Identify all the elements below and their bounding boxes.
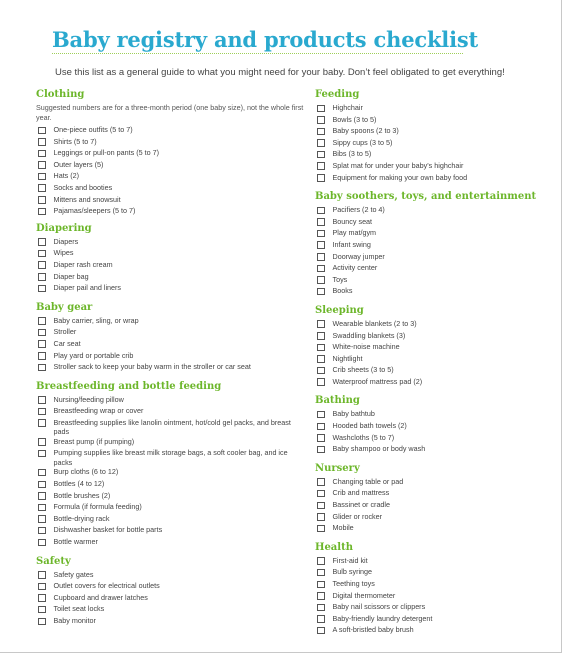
checklist-item: [315, 625, 555, 637]
checklist-item: [315, 523, 555, 535]
checklist-item-label: Formula (if formula feeding): [53, 502, 142, 512]
checklist-item-label: Pumping supplies like breast milk storage bags, a soft cooler bag, and ice packs: [53, 448, 288, 467]
checkbox[interactable]: [317, 513, 325, 521]
checklist-item: [36, 514, 304, 526]
checklist-item: [315, 444, 555, 456]
checklist: [315, 319, 555, 389]
checklist-item-label: Dishwasher basket for bottle parts: [53, 525, 163, 535]
checklist-item: [36, 125, 304, 137]
checklist-item: [315, 115, 555, 127]
checklist-item: [315, 228, 555, 240]
checklist: [36, 237, 304, 295]
checklist-item: [315, 409, 555, 421]
checklist-item: [315, 500, 555, 512]
checklist-item-label: Outer layers (5): [53, 159, 104, 169]
checkbox[interactable]: [38, 352, 46, 360]
checklist-item: [315, 217, 555, 229]
checkbox[interactable]: [317, 218, 325, 226]
checkbox[interactable]: [317, 276, 325, 284]
section-baby-soothers-toys-and-entertainment: [315, 190, 555, 298]
checklist-item: [36, 237, 304, 249]
checkbox[interactable]: [38, 571, 46, 579]
checkbox[interactable]: [317, 241, 325, 249]
checklist-item: [36, 448, 304, 467]
checkbox[interactable]: [317, 411, 325, 419]
checklist-item: [36, 316, 304, 328]
checklist-item: [36, 183, 304, 195]
checklist-item-label: White-noise machine: [332, 342, 400, 352]
left-column: [36, 88, 304, 634]
checklist-item: [36, 362, 304, 374]
checklist-item-label: Baby bathtub: [332, 409, 375, 419]
checklist-item: [315, 579, 555, 591]
checklist-item: [36, 160, 304, 172]
checklist-item-label: Play mat/gym: [332, 228, 377, 238]
checklist-item-label: Outlet covers for electrical outlets: [53, 581, 160, 591]
section-health: [315, 541, 555, 637]
checklist-item-label: Safety gates: [53, 569, 94, 579]
checklist-item: [36, 491, 304, 503]
section-safety: [36, 555, 304, 628]
checkbox[interactable]: [317, 569, 325, 577]
checkbox[interactable]: [317, 207, 325, 215]
right-column: [315, 88, 555, 643]
section-heading: Feeding: [315, 89, 360, 100]
checkbox[interactable]: [38, 492, 46, 500]
checklist-item: [315, 173, 555, 185]
checklist-item-label: Activity center: [332, 263, 378, 273]
checkbox[interactable]: [317, 525, 325, 533]
checklist-item: [315, 556, 555, 568]
checklist-item: [315, 433, 555, 445]
checkbox[interactable]: [38, 419, 46, 427]
checkbox[interactable]: [317, 151, 325, 159]
checklist-item-label: Bottle-drying rack: [53, 513, 110, 523]
checklist-item: [36, 604, 304, 616]
checklist-item-label: Baby monitor: [53, 616, 96, 625]
checklist-item: [315, 354, 555, 366]
section-nursery: [315, 462, 555, 535]
checklist-item-label: Wipes: [53, 248, 74, 258]
checklist-item: [315, 275, 555, 287]
checklist-item-label: Stroller sack to keep your baby warm in the stroller or car seat: [53, 362, 251, 372]
section-heading: Clothing: [36, 89, 85, 100]
checklist-item-label: Equipment for making your own baby food: [332, 172, 468, 182]
section-bathing: [315, 394, 555, 455]
checklist-item-label: Breast pump (if pumping): [53, 436, 135, 446]
checklist-item: [315, 602, 555, 614]
checklist-item-label: Diaper rash cream: [53, 259, 113, 269]
section-heading: Baby soothers, toys, and entertainment: [315, 191, 537, 203]
checkbox[interactable]: [38, 340, 46, 348]
checklist-item: [315, 205, 555, 217]
checklist-item-label: Books: [332, 286, 353, 296]
checklist-item: [36, 171, 304, 183]
checkbox[interactable]: [38, 273, 46, 281]
checkbox[interactable]: [317, 253, 325, 261]
checklist-item-label: Cupboard and drawer latches: [53, 592, 148, 602]
checkbox[interactable]: [317, 320, 325, 328]
checklist-item-label: Pacifiers (2 to 4): [332, 205, 385, 215]
checkbox[interactable]: [317, 604, 325, 612]
checklist-item-label: Nursing/feeding pillow: [53, 394, 124, 404]
checklist-item: [315, 377, 555, 389]
section-feeding: [315, 88, 555, 184]
checkbox[interactable]: [38, 208, 46, 216]
checkbox[interactable]: [38, 161, 46, 169]
checklist-item-label: Changing table or pad: [332, 476, 404, 486]
section-sleeping: [315, 304, 555, 389]
checklist: [36, 316, 304, 374]
checkbox[interactable]: [38, 250, 46, 258]
checklist-item: [315, 567, 555, 579]
checklist-item: [36, 418, 304, 437]
checklist-item: [36, 327, 304, 339]
checklist-item-label: Bassinet or cradle: [332, 500, 391, 510]
checklist-item: [36, 137, 304, 149]
checklist: [315, 103, 555, 184]
checklist-item-label: Teething toys: [332, 579, 375, 588]
checkbox[interactable]: [317, 478, 325, 486]
checklist-item: [315, 263, 555, 275]
checkbox[interactable]: [38, 469, 46, 477]
checkbox[interactable]: [317, 378, 325, 386]
checkbox[interactable]: [317, 162, 325, 170]
checklist-item: [315, 286, 555, 298]
checklist-item: [315, 126, 555, 138]
checklist-item: [36, 148, 304, 160]
checklist-item: [315, 103, 555, 115]
checkbox[interactable]: [38, 329, 46, 337]
checklist-item: [36, 581, 304, 593]
checkbox[interactable]: [38, 173, 46, 181]
checklist-item-label: Waterproof mattress pad (2): [332, 376, 423, 386]
checkbox[interactable]: [317, 502, 325, 510]
checklist-item-label: Crib sheets (3 to 5): [332, 365, 394, 375]
checklist: [315, 477, 555, 535]
checkbox[interactable]: [317, 490, 325, 498]
checklist: [315, 556, 555, 637]
checklist-item: [36, 339, 304, 351]
checklist-item: [36, 248, 304, 260]
checklist-item: [315, 331, 555, 343]
checklist-item-label: Diapers: [53, 236, 79, 246]
checkbox[interactable]: [38, 127, 46, 135]
checkbox[interactable]: [317, 344, 325, 352]
checklist-item-label: Bibs (3 to 5): [332, 149, 372, 159]
checklist-item: [315, 240, 555, 252]
checklist-item: [36, 616, 304, 628]
checklist-item-label: Breastfeeding supplies like lanolin ointment, hot/cold gel packs, and breast pads: [53, 417, 291, 437]
checklist-item-label: One-piece outfits (5 to 7): [53, 125, 133, 134]
checklist-item: [315, 149, 555, 161]
checkbox[interactable]: [38, 606, 46, 614]
checkbox[interactable]: [317, 592, 325, 600]
checklist-item-label: Bottle warmer: [53, 537, 98, 547]
checklist-item-label: Highchair: [332, 103, 363, 112]
checkbox[interactable]: [38, 150, 46, 158]
checklist-item-label: Shirts (5 to 7): [53, 136, 97, 146]
section-heading: Diapering: [36, 222, 92, 234]
checklist-item-label: Infant swing: [332, 239, 371, 249]
title-divider: [52, 53, 463, 54]
checkbox[interactable]: [317, 230, 325, 238]
checklist-item-label: Baby carrier, sling, or wrap: [53, 315, 139, 325]
checklist-item: [315, 488, 555, 500]
section-note: Suggested numbers are for a three-month period (one baby size), not the whole first year.: [36, 103, 304, 122]
checklist-item: [315, 421, 555, 433]
checklist: [36, 395, 304, 549]
section-heading: Baby gear: [36, 301, 93, 313]
checklist-item-label: Baby shampoo or body wash: [332, 444, 426, 454]
checklist-item: [36, 437, 304, 449]
checkbox[interactable]: [38, 594, 46, 602]
checklist-item: [36, 593, 304, 605]
checkbox[interactable]: [317, 355, 325, 363]
intro-text: Use this list as a general guide to what you might need for your baby. Don’t feel obligated to get everything!: [55, 67, 505, 78]
checklist-item-label: Pajamas/sleepers (5 to 7): [53, 206, 136, 216]
checklist-item-label: Mobile: [332, 523, 354, 533]
section-heading: Breastfeeding and bottle feeding: [36, 380, 222, 392]
checkbox[interactable]: [317, 446, 325, 454]
checklist-item: [36, 351, 304, 363]
checklist-item-label: Burp cloths (6 to 12): [53, 467, 119, 477]
checklist-item-label: Baby nail scissors or clippers: [332, 602, 426, 612]
checkbox[interactable]: [317, 174, 325, 182]
checklist: [315, 409, 555, 455]
checklist-item-label: First-aid kit: [332, 555, 368, 565]
checkbox[interactable]: [38, 618, 46, 626]
checkbox[interactable]: [38, 138, 46, 146]
checklist-item-label: Stroller: [53, 327, 77, 337]
checklist-item-label: Wearable blankets (2 to 3): [332, 318, 417, 328]
checkbox[interactable]: [317, 434, 325, 442]
checklist-item: [315, 161, 555, 173]
checklist-item: [315, 512, 555, 524]
checklist-item-label: Baby spoons (2 to 3): [332, 126, 399, 136]
checklist-item-label: Baby-friendly laundry detergent: [332, 613, 433, 623]
checklist-item-label: Sippy cups (3 to 5): [332, 137, 393, 147]
checkbox[interactable]: [38, 285, 46, 293]
checkbox[interactable]: [38, 396, 46, 404]
checklist-item-label: Hats (2): [53, 171, 80, 181]
checklist-item-label: Leggings or pull-on pants (5 to 7): [53, 148, 159, 158]
checklist-item: [36, 525, 304, 537]
checkbox[interactable]: [38, 450, 46, 458]
checkbox[interactable]: [38, 364, 46, 372]
checklist-item-label: Bowls (3 to 5): [332, 114, 377, 124]
checkbox[interactable]: [38, 184, 46, 192]
checkbox[interactable]: [317, 105, 325, 113]
checklist-item: [36, 479, 304, 491]
checklist-item: [36, 272, 304, 284]
checklist-item-label: Bouncy seat: [332, 216, 373, 226]
checkbox[interactable]: [317, 139, 325, 147]
checklist-item-label: Hooded bath towels (2): [332, 421, 407, 431]
checklist-item-label: Bulb syringe: [332, 567, 373, 577]
checklist-item-label: Crib and mattress: [332, 488, 390, 498]
section-heading: Sleeping: [315, 304, 364, 316]
checkbox[interactable]: [317, 116, 325, 124]
checklist-item-label: Bottles (4 to 12): [53, 479, 105, 489]
checkbox[interactable]: [317, 265, 325, 273]
checklist-item-label: Swaddling blankets (3): [332, 330, 406, 340]
checkbox[interactable]: [317, 128, 325, 136]
checklist-item: [36, 260, 304, 272]
checkbox[interactable]: [317, 332, 325, 340]
checklist-item: [36, 537, 304, 549]
checklist-item-label: Bottle brushes (2): [53, 490, 111, 500]
checklist-item-label: Glider or rocker: [332, 511, 383, 521]
section-baby-gear: [36, 301, 304, 374]
checklist-item-label: Toys: [332, 274, 348, 284]
checkbox[interactable]: [317, 557, 325, 565]
checklist-item-label: Socks and booties: [53, 182, 113, 192]
checklist-item-label: Diaper pail and liners: [53, 283, 122, 293]
checkbox[interactable]: [38, 504, 46, 512]
checklist-item: [36, 467, 304, 479]
checkbox[interactable]: [38, 481, 46, 489]
checkbox[interactable]: [317, 581, 325, 589]
checklist-item: [315, 319, 555, 331]
checklist-item: [36, 195, 304, 207]
section-breastfeeding-and-bottle-feeding: [36, 380, 304, 549]
checklist-item: [315, 138, 555, 150]
checklist-item: [36, 502, 304, 514]
checklist-item-label: Mittens and snowsuit: [53, 194, 121, 204]
checklist: [315, 205, 555, 298]
checklist-item-label: Doorway jumper: [332, 251, 385, 261]
checklist-item-label: Diaper bag: [53, 271, 89, 281]
checkbox[interactable]: [317, 615, 325, 623]
section-clothing: [36, 88, 304, 218]
checkbox[interactable]: [38, 438, 46, 446]
checkbox[interactable]: [38, 515, 46, 523]
checklist: [36, 570, 304, 628]
checklist-item-label: Play yard or portable crib: [53, 350, 134, 360]
section-heading: Bathing: [315, 395, 360, 407]
page-title: Baby registry and products checklist: [52, 27, 478, 52]
checkbox[interactable]: [38, 583, 46, 591]
section-diapering: [36, 222, 304, 295]
checkbox[interactable]: [38, 196, 46, 204]
checklist-item: [36, 570, 304, 582]
checklist-item: [36, 406, 304, 418]
checkbox[interactable]: [38, 261, 46, 269]
checkbox[interactable]: [38, 238, 46, 246]
checkbox[interactable]: [38, 539, 46, 547]
checkbox[interactable]: [317, 367, 325, 375]
checklist-item: [36, 395, 304, 407]
checklist-item-label: A soft-bristled baby brush: [332, 625, 414, 635]
checkbox[interactable]: [317, 288, 325, 296]
checklist-item-label: Digital thermometer: [332, 590, 396, 600]
section-heading: Safety: [36, 555, 71, 567]
section-heading: Nursery: [315, 462, 360, 474]
checklist-item: [315, 365, 555, 377]
checklist-item: [36, 283, 304, 295]
checklist-item: [315, 252, 555, 264]
checkbox[interactable]: [38, 527, 46, 535]
checkbox[interactable]: [38, 317, 46, 325]
checklist-item: [315, 342, 555, 354]
checklist-item: [315, 591, 555, 603]
section-heading: Health: [315, 541, 353, 553]
checkbox[interactable]: [38, 408, 46, 416]
checklist-item-label: Breastfeeding wrap or cover: [53, 406, 144, 416]
checklist-item: [315, 614, 555, 626]
checklist-item-label: Toilet seat locks: [53, 604, 105, 614]
checklist-item-label: Splat mat for under your baby’s highchair: [332, 160, 464, 170]
checklist-item: [315, 477, 555, 489]
checklist-item-label: Washcloths (5 to 7): [332, 432, 395, 442]
checkbox[interactable]: [317, 423, 325, 431]
checklist-item-label: Nightlight: [332, 353, 363, 363]
checklist-item-label: Car seat: [53, 338, 81, 348]
checkbox[interactable]: [317, 627, 325, 635]
checklist: [36, 125, 304, 218]
checklist-item: [36, 206, 304, 218]
